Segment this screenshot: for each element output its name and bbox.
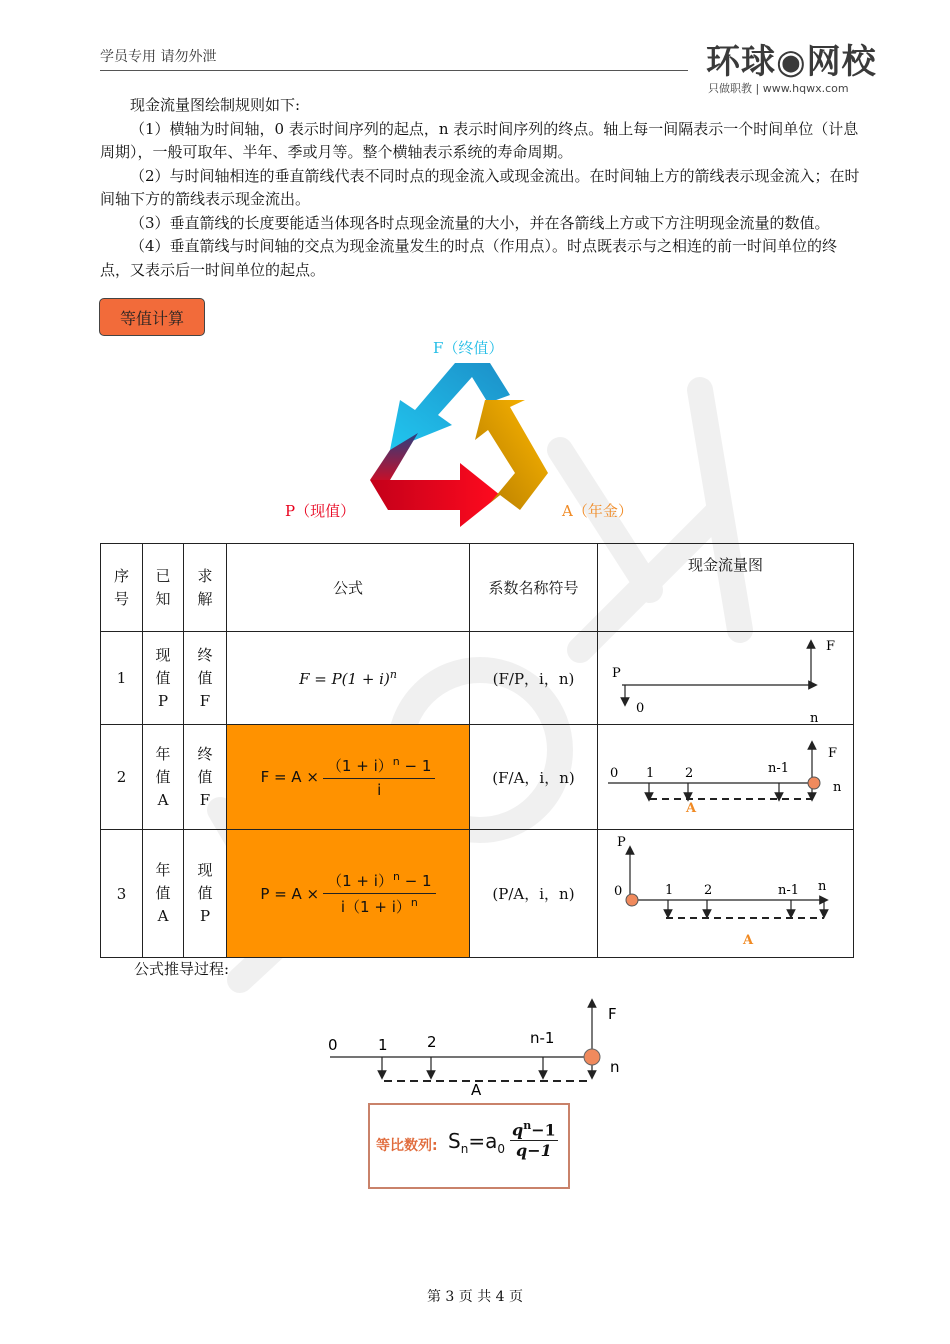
table-row	[101, 830, 854, 958]
table-row	[101, 632, 854, 725]
row3-den-base: i（1 + i）	[340, 898, 411, 916]
cashflow-diagram-fp	[598, 632, 853, 724]
d1-zero-label: 0	[636, 701, 645, 716]
equivalence-table	[100, 543, 854, 958]
deriv-a: A	[471, 1081, 482, 1099]
d2-two: 2	[685, 766, 694, 781]
d2-n1: n-1	[768, 761, 790, 776]
row3-formula-lhs: P = A ×	[260, 884, 320, 903]
header-known-text: 已知	[155, 566, 171, 608]
row2-symbol: (F/A，i，n)	[470, 725, 598, 830]
header-diagram: 现金流量图	[598, 544, 854, 632]
series-s-sub: n	[460, 1142, 469, 1156]
d3-p: P	[617, 835, 626, 850]
d2-one: 1	[646, 766, 655, 781]
row3-known	[143, 830, 184, 958]
series-s: S	[448, 1129, 461, 1153]
row3-formula	[227, 830, 470, 958]
table-row	[101, 725, 854, 830]
deriv-zero: 0	[328, 1036, 338, 1054]
cycle-label-a: A（年金）	[562, 502, 633, 520]
row2-denominator: i	[377, 781, 382, 799]
row3-solve	[184, 830, 227, 958]
derivation-diagram	[320, 995, 640, 1105]
row1-diagram	[598, 632, 854, 725]
row3-den-exp: n	[410, 896, 418, 909]
d1-p-label: P	[612, 666, 621, 681]
row3-symbol: (P/A，i，n)	[470, 830, 598, 958]
row3-known-text: 年值A	[155, 861, 171, 925]
row2-num-tail: − 1	[404, 757, 432, 775]
rule-2: （2）与时间轴相连的垂直箭线代表不同时点的现金流入或现金流出。在时间轴上方的箭线表示现金流入；在时间轴下方的箭线表示现金流出。	[100, 166, 860, 208]
row1-formula-exp: n	[389, 668, 397, 681]
header-notice: 学员专用 请勿外泄	[100, 49, 217, 65]
d3-zero: 0	[614, 884, 623, 899]
d1-n-label: n	[810, 711, 819, 724]
row2-solve-text: 终值F	[197, 744, 213, 809]
table-header-row	[101, 544, 854, 632]
row3-denominator	[341, 894, 418, 917]
rules-text	[100, 94, 860, 282]
d3-n1: n-1	[778, 883, 800, 898]
geometric-series-box	[368, 1103, 570, 1189]
row3-num-exp: n	[392, 870, 400, 883]
cycle-label-p: P（现值）	[285, 502, 356, 520]
d2-zero: 0	[610, 766, 619, 781]
row2-fraction	[323, 755, 435, 799]
d2-f: F	[828, 746, 838, 761]
header-no	[101, 544, 143, 632]
series-q-exp: n	[523, 1119, 532, 1132]
derivation-label: 公式推导过程:	[134, 960, 230, 978]
series-eq: =a	[468, 1129, 498, 1153]
row2-solve	[184, 725, 227, 830]
deriv-one: 1	[378, 1036, 388, 1054]
row2-formula-lhs: F = A ×	[260, 768, 319, 786]
cycle-arrows-diagram	[360, 355, 560, 535]
d3-n: n	[818, 879, 827, 894]
header-symbol: 系数名称符号	[470, 544, 598, 632]
section-tag-equivalent-calc: 等值计算	[99, 298, 205, 336]
page-footer: 第 3 页 共 4 页	[426, 1289, 524, 1305]
series-q: q	[512, 1120, 524, 1140]
row2-num-base: （1 + i）	[326, 757, 393, 775]
d3-two: 2	[704, 883, 713, 898]
rule-3: （3）垂直箭线的长度要能适当体现各时点现金流量的大小，并在各箭线上方或下方注明现金流量的数值。	[130, 213, 830, 232]
row3-diagram	[598, 830, 854, 958]
row1-solve-text: 终值F	[197, 645, 213, 710]
row2-no: 2	[101, 725, 143, 830]
cashflow-diagram-fa	[598, 725, 853, 829]
row1-known	[143, 632, 184, 725]
series-fraction	[510, 1119, 558, 1160]
row2-diagram	[598, 725, 854, 830]
d3-a: A	[743, 933, 754, 948]
header-solve-text: 求解	[197, 566, 213, 608]
series-numerator	[510, 1119, 558, 1141]
deriv-n: n	[610, 1058, 620, 1076]
cycle-label-f: F（终值）	[433, 339, 504, 357]
d2-n: n	[833, 780, 842, 795]
series-label: 等比数列:	[376, 1138, 438, 1154]
header-formula: 公式	[227, 544, 470, 632]
header-divider	[100, 70, 688, 71]
row2-numerator	[323, 755, 435, 779]
row3-fraction	[323, 870, 435, 917]
row1-known-text: 现值P	[155, 645, 171, 710]
row2-known-text: 年值A	[155, 744, 171, 809]
row1-formula-main: F = P(1 + i)	[299, 670, 390, 688]
deriv-two: 2	[427, 1033, 437, 1051]
row2-known	[143, 725, 184, 830]
row3-no: 3	[101, 830, 143, 958]
row1-solve	[184, 632, 227, 725]
d2-a: A	[686, 801, 697, 816]
deriv-f: F	[608, 1005, 617, 1023]
cashflow-diagram-pa	[598, 830, 853, 957]
row2-num-exp: n	[392, 755, 400, 768]
series-lhs	[448, 1129, 505, 1156]
logo-subtitle: 只做职教 | www.hqwx.com	[708, 82, 849, 95]
rule-1: （1）横轴为时间轴，0 表示时间序列的起点，n 表示时间序列的终点。轴上每一间隔表示一个时间单位（计息周期），一般可取年、半年、季或月等。整个横轴表示系统的寿命周期。	[100, 119, 859, 161]
header-no-text: 序号	[113, 566, 129, 608]
series-num-tail: −1	[531, 1120, 556, 1140]
series-a-sub: 0	[497, 1142, 505, 1156]
rules-intro: 现金流量图绘制规则如下:	[130, 96, 301, 114]
d3-one: 1	[665, 883, 674, 898]
rule-4: （4）垂直箭线与时间轴的交点为现金流量发生的时点（作用点）。时点既表示与之相连的前一时间单位的终点，又表示后一时间单位的起点。	[100, 237, 838, 279]
deriv-n1: n-1	[530, 1029, 555, 1047]
row3-numerator	[323, 870, 435, 894]
row1-no: 1	[101, 632, 143, 725]
row3-num-base: （1 + i）	[327, 872, 393, 890]
row3-num-tail: − 1	[404, 872, 432, 890]
row3-solve-text: 现值P	[197, 861, 213, 925]
row1-symbol: (F/P，i，n)	[470, 632, 598, 725]
header-known	[143, 544, 184, 632]
d1-f-label: F	[826, 639, 836, 654]
header-solve	[184, 544, 227, 632]
row2-formula	[227, 725, 470, 830]
logo: 环球◉网校	[706, 42, 877, 82]
series-denominator: q−1	[516, 1141, 552, 1161]
row1-formula	[227, 632, 470, 725]
